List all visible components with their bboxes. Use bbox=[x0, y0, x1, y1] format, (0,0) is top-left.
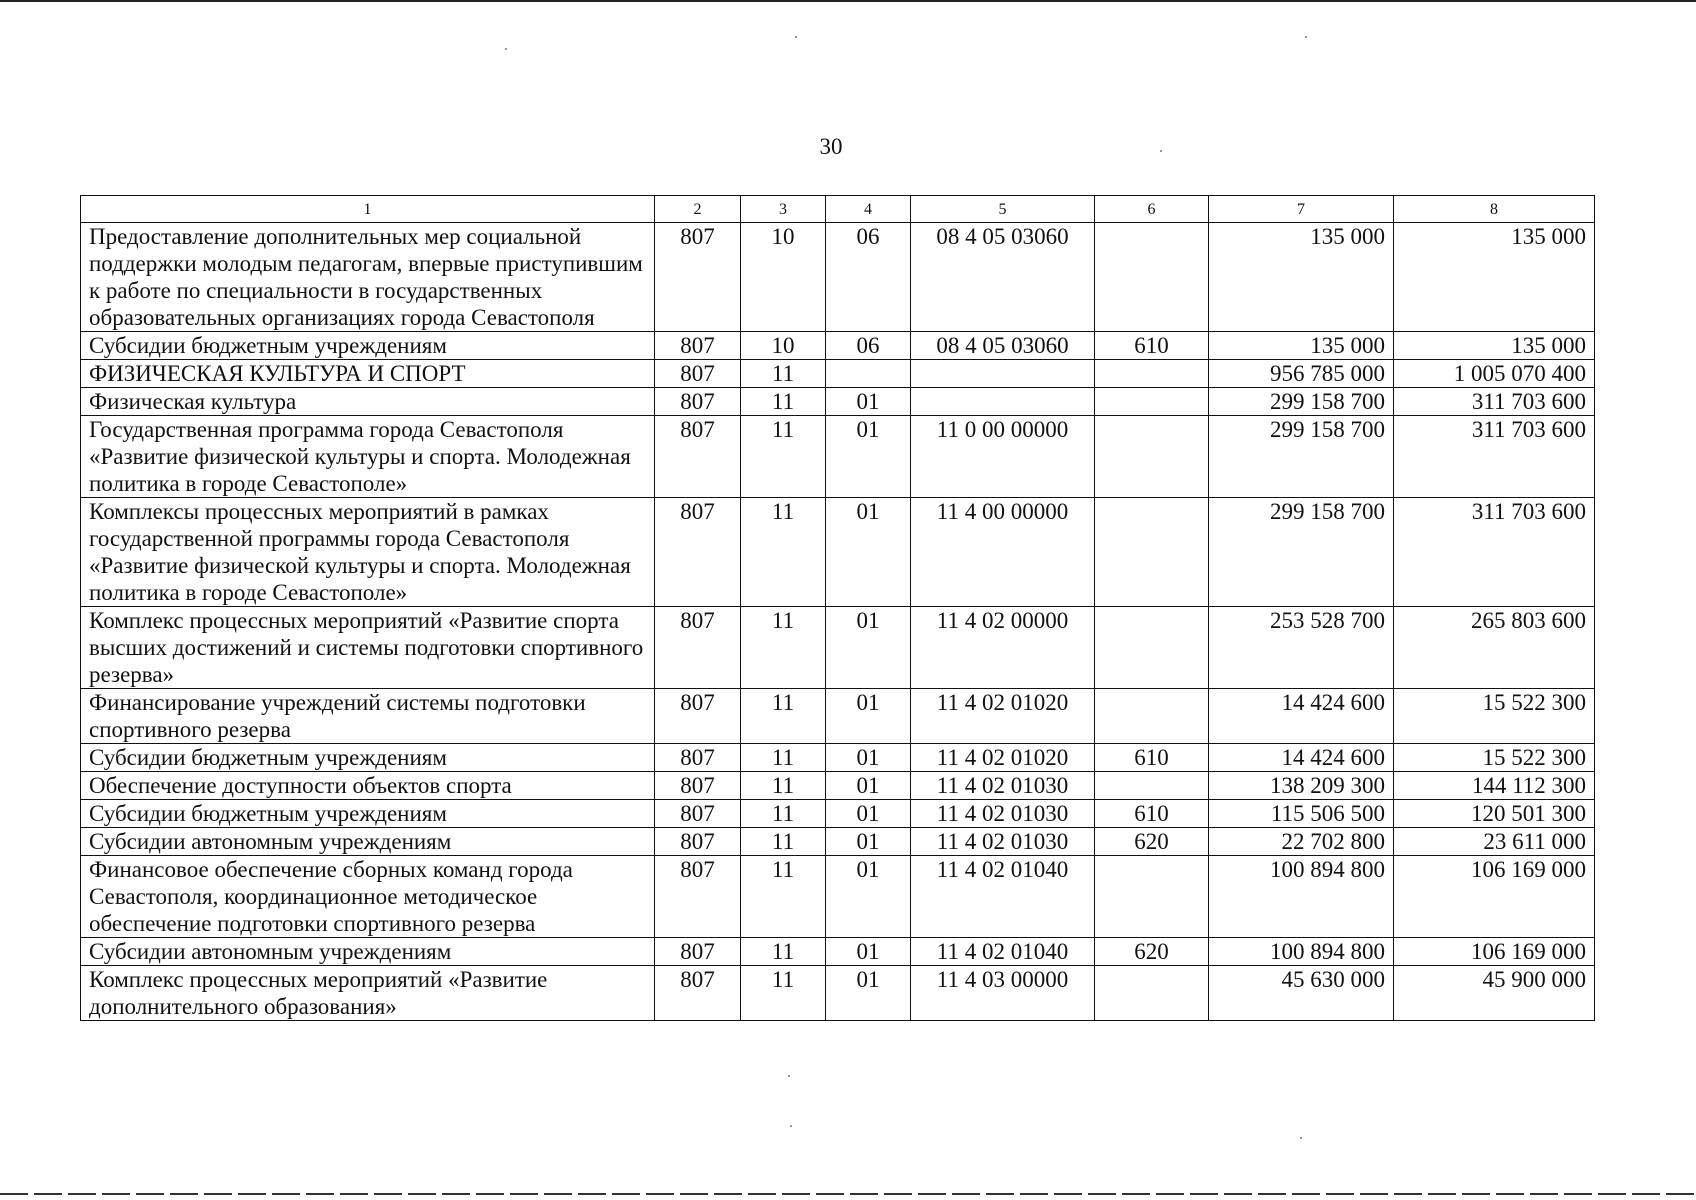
row-name: Субсидии бюджетным учреждениям bbox=[81, 332, 655, 360]
row-amount-year-2: 15 522 300 bbox=[1394, 744, 1595, 772]
row-section-code: 11 bbox=[741, 360, 826, 388]
row-grbs-code: 807 bbox=[655, 498, 741, 607]
row-section-code: 11 bbox=[741, 388, 826, 416]
scan-speck bbox=[795, 36, 797, 38]
row-subsection-code: 01 bbox=[826, 689, 911, 744]
row-expense-type bbox=[1095, 223, 1209, 332]
row-amount-year-2: 135 000 bbox=[1394, 223, 1595, 332]
row-grbs-code: 807 bbox=[655, 607, 741, 689]
row-target-article: 11 4 00 00000 bbox=[911, 498, 1095, 607]
table-row bbox=[81, 856, 1595, 938]
row-grbs-code: 807 bbox=[655, 360, 741, 388]
table-row bbox=[81, 498, 1595, 607]
column-number: 8 bbox=[1394, 196, 1595, 223]
table-row bbox=[81, 388, 1595, 416]
row-section-code: 11 bbox=[741, 607, 826, 689]
scan-speck bbox=[1305, 36, 1307, 38]
row-target-article: 08 4 05 03060 bbox=[911, 332, 1095, 360]
column-number: 7 bbox=[1209, 196, 1394, 223]
row-amount-year-2: 106 169 000 bbox=[1394, 856, 1595, 938]
row-amount-year-1: 14 424 600 bbox=[1209, 689, 1394, 744]
table-row bbox=[81, 416, 1595, 498]
row-subsection-code: 01 bbox=[826, 772, 911, 800]
row-target-article: 11 4 02 01040 bbox=[911, 938, 1095, 966]
row-amount-year-2: 45 900 000 bbox=[1394, 966, 1595, 1021]
row-name: Субсидии бюджетным учреждениям bbox=[81, 744, 655, 772]
row-grbs-code: 807 bbox=[655, 800, 741, 828]
row-amount-year-2: 311 703 600 bbox=[1394, 498, 1595, 607]
column-number: 2 bbox=[655, 196, 741, 223]
row-amount-year-2: 311 703 600 bbox=[1394, 388, 1595, 416]
row-expense-type bbox=[1095, 388, 1209, 416]
row-target-article: 11 4 02 01020 bbox=[911, 744, 1095, 772]
row-section-code: 11 bbox=[741, 498, 826, 607]
row-expense-type bbox=[1095, 360, 1209, 388]
row-target-article: 11 4 02 01030 bbox=[911, 828, 1095, 856]
row-subsection-code: 01 bbox=[826, 828, 911, 856]
row-target-article: 11 4 02 01020 bbox=[911, 689, 1095, 744]
column-number: 5 bbox=[911, 196, 1095, 223]
row-name: Субсидии автономным учреждениям bbox=[81, 828, 655, 856]
row-expense-type: 620 bbox=[1095, 938, 1209, 966]
row-target-article: 11 4 02 00000 bbox=[911, 607, 1095, 689]
table-row bbox=[81, 360, 1595, 388]
row-target-article bbox=[911, 360, 1095, 388]
row-subsection-code: 01 bbox=[826, 416, 911, 498]
row-name: Финансовое обеспечение сборных команд города Севастополя, координационное методическое обеспечение подготовки спортивного резерва bbox=[81, 856, 655, 938]
row-subsection-code: 01 bbox=[826, 607, 911, 689]
row-name: Физическая культура bbox=[81, 388, 655, 416]
column-number: 6 bbox=[1095, 196, 1209, 223]
row-amount-year-2: 311 703 600 bbox=[1394, 416, 1595, 498]
row-subsection-code: 01 bbox=[826, 966, 911, 1021]
scan-speck bbox=[1160, 150, 1162, 152]
row-subsection-code: 01 bbox=[826, 938, 911, 966]
column-number: 1 bbox=[81, 196, 655, 223]
row-section-code: 11 bbox=[741, 744, 826, 772]
row-amount-year-1: 299 158 700 bbox=[1209, 498, 1394, 607]
scan-speck bbox=[1300, 1137, 1302, 1139]
row-name: Комплекс процессных мероприятий «Развитие дополнительного образования» bbox=[81, 966, 655, 1021]
row-grbs-code: 807 bbox=[655, 388, 741, 416]
budget-table bbox=[80, 195, 1595, 1021]
row-grbs-code: 807 bbox=[655, 772, 741, 800]
column-number: 3 bbox=[741, 196, 826, 223]
row-section-code: 11 bbox=[741, 828, 826, 856]
row-subsection-code: 01 bbox=[826, 856, 911, 938]
row-target-article: 11 4 02 01030 bbox=[911, 772, 1095, 800]
column-number: 4 bbox=[826, 196, 911, 223]
row-expense-type: 610 bbox=[1095, 744, 1209, 772]
table-row bbox=[81, 744, 1595, 772]
row-amount-year-2: 120 501 300 bbox=[1394, 800, 1595, 828]
row-subsection-code: 06 bbox=[826, 223, 911, 332]
table-row bbox=[81, 689, 1595, 744]
row-section-code: 10 bbox=[741, 223, 826, 332]
row-amount-year-1: 138 209 300 bbox=[1209, 772, 1394, 800]
column-number-row bbox=[81, 196, 1595, 223]
row-section-code: 11 bbox=[741, 938, 826, 966]
scan-edge-bottom bbox=[0, 1193, 1696, 1195]
row-amount-year-2: 144 112 300 bbox=[1394, 772, 1595, 800]
row-amount-year-1: 253 528 700 bbox=[1209, 607, 1394, 689]
row-grbs-code: 807 bbox=[655, 966, 741, 1021]
row-grbs-code: 807 bbox=[655, 416, 741, 498]
row-section-code: 11 bbox=[741, 966, 826, 1021]
row-name: Предоставление дополнительных мер социальной поддержки молодым педагогам, впервые приступившим к работе по специальности в государственных образовательных организациях города Севастополя bbox=[81, 223, 655, 332]
row-amount-year-1: 135 000 bbox=[1209, 223, 1394, 332]
table-row bbox=[81, 607, 1595, 689]
row-name: Обеспечение доступности объектов спорта bbox=[81, 772, 655, 800]
row-target-article: 11 4 03 00000 bbox=[911, 966, 1095, 1021]
row-grbs-code: 807 bbox=[655, 332, 741, 360]
row-grbs-code: 807 bbox=[655, 938, 741, 966]
scan-speck bbox=[790, 1125, 792, 1127]
row-name: ФИЗИЧЕСКАЯ КУЛЬТУРА И СПОРТ bbox=[81, 360, 655, 388]
row-name: Финансирование учреждений системы подготовки спортивного резерва bbox=[81, 689, 655, 744]
table-row bbox=[81, 938, 1595, 966]
row-expense-type: 610 bbox=[1095, 332, 1209, 360]
page-number: 30 bbox=[819, 134, 843, 159]
row-expense-type bbox=[1095, 498, 1209, 607]
row-amount-year-2: 23 611 000 bbox=[1394, 828, 1595, 856]
table-row bbox=[81, 772, 1595, 800]
row-section-code: 11 bbox=[741, 772, 826, 800]
row-target-article bbox=[911, 388, 1095, 416]
row-section-code: 11 bbox=[741, 856, 826, 938]
row-amount-year-1: 956 785 000 bbox=[1209, 360, 1394, 388]
scan-speck bbox=[788, 1075, 790, 1077]
row-target-article: 11 4 02 01040 bbox=[911, 856, 1095, 938]
row-amount-year-1: 100 894 800 bbox=[1209, 938, 1394, 966]
row-section-code: 11 bbox=[741, 800, 826, 828]
row-amount-year-2: 265 803 600 bbox=[1394, 607, 1595, 689]
row-expense-type: 620 bbox=[1095, 828, 1209, 856]
table-row bbox=[81, 828, 1595, 856]
row-amount-year-1: 14 424 600 bbox=[1209, 744, 1394, 772]
row-grbs-code: 807 bbox=[655, 828, 741, 856]
row-amount-year-1: 299 158 700 bbox=[1209, 416, 1394, 498]
row-grbs-code: 807 bbox=[655, 223, 741, 332]
row-name: Субсидии бюджетным учреждениям bbox=[81, 800, 655, 828]
row-amount-year-2: 15 522 300 bbox=[1394, 689, 1595, 744]
row-subsection-code: 01 bbox=[826, 388, 911, 416]
row-amount-year-1: 135 000 bbox=[1209, 332, 1394, 360]
table-row bbox=[81, 966, 1595, 1021]
row-section-code: 11 bbox=[741, 416, 826, 498]
row-name: Государственная программа города Севастополя «Развитие физической культуры и спорта. Молодежная политика в городе Севастополе» bbox=[81, 416, 655, 498]
row-subsection-code: 06 bbox=[826, 332, 911, 360]
row-amount-year-1: 100 894 800 bbox=[1209, 856, 1394, 938]
row-name: Комплексы процессных мероприятий в рамках государственной программы города Севастополя «Развитие физической культуры и спорта. Молодежная политика в городе Севастополе» bbox=[81, 498, 655, 607]
row-expense-type bbox=[1095, 416, 1209, 498]
row-subsection-code: 01 bbox=[826, 800, 911, 828]
row-expense-type bbox=[1095, 772, 1209, 800]
row-name: Субсидии автономным учреждениям bbox=[81, 938, 655, 966]
table-row bbox=[81, 223, 1595, 332]
row-amount-year-1: 22 702 800 bbox=[1209, 828, 1394, 856]
row-amount-year-2: 135 000 bbox=[1394, 332, 1595, 360]
row-subsection-code: 01 bbox=[826, 744, 911, 772]
row-grbs-code: 807 bbox=[655, 856, 741, 938]
table-row bbox=[81, 800, 1595, 828]
row-subsection-code bbox=[826, 360, 911, 388]
row-expense-type bbox=[1095, 689, 1209, 744]
scan-edge-top bbox=[0, 0, 1696, 2]
row-amount-year-2: 106 169 000 bbox=[1394, 938, 1595, 966]
row-amount-year-2: 1 005 070 400 bbox=[1394, 360, 1595, 388]
row-grbs-code: 807 bbox=[655, 744, 741, 772]
scan-speck bbox=[505, 48, 507, 50]
row-expense-type bbox=[1095, 856, 1209, 938]
row-target-article: 08 4 05 03060 bbox=[911, 223, 1095, 332]
row-expense-type bbox=[1095, 966, 1209, 1021]
row-amount-year-1: 299 158 700 bbox=[1209, 388, 1394, 416]
table-row bbox=[81, 332, 1595, 360]
row-subsection-code: 01 bbox=[826, 498, 911, 607]
row-target-article: 11 4 02 01030 bbox=[911, 800, 1095, 828]
row-target-article: 11 0 00 00000 bbox=[911, 416, 1095, 498]
row-grbs-code: 807 bbox=[655, 689, 741, 744]
row-expense-type bbox=[1095, 607, 1209, 689]
row-section-code: 10 bbox=[741, 332, 826, 360]
row-amount-year-1: 115 506 500 bbox=[1209, 800, 1394, 828]
row-name: Комплекс процессных мероприятий «Развитие спорта высших достижений и системы подготовки спортивного резерва» bbox=[81, 607, 655, 689]
row-section-code: 11 bbox=[741, 689, 826, 744]
row-amount-year-1: 45 630 000 bbox=[1209, 966, 1394, 1021]
row-expense-type: 610 bbox=[1095, 800, 1209, 828]
